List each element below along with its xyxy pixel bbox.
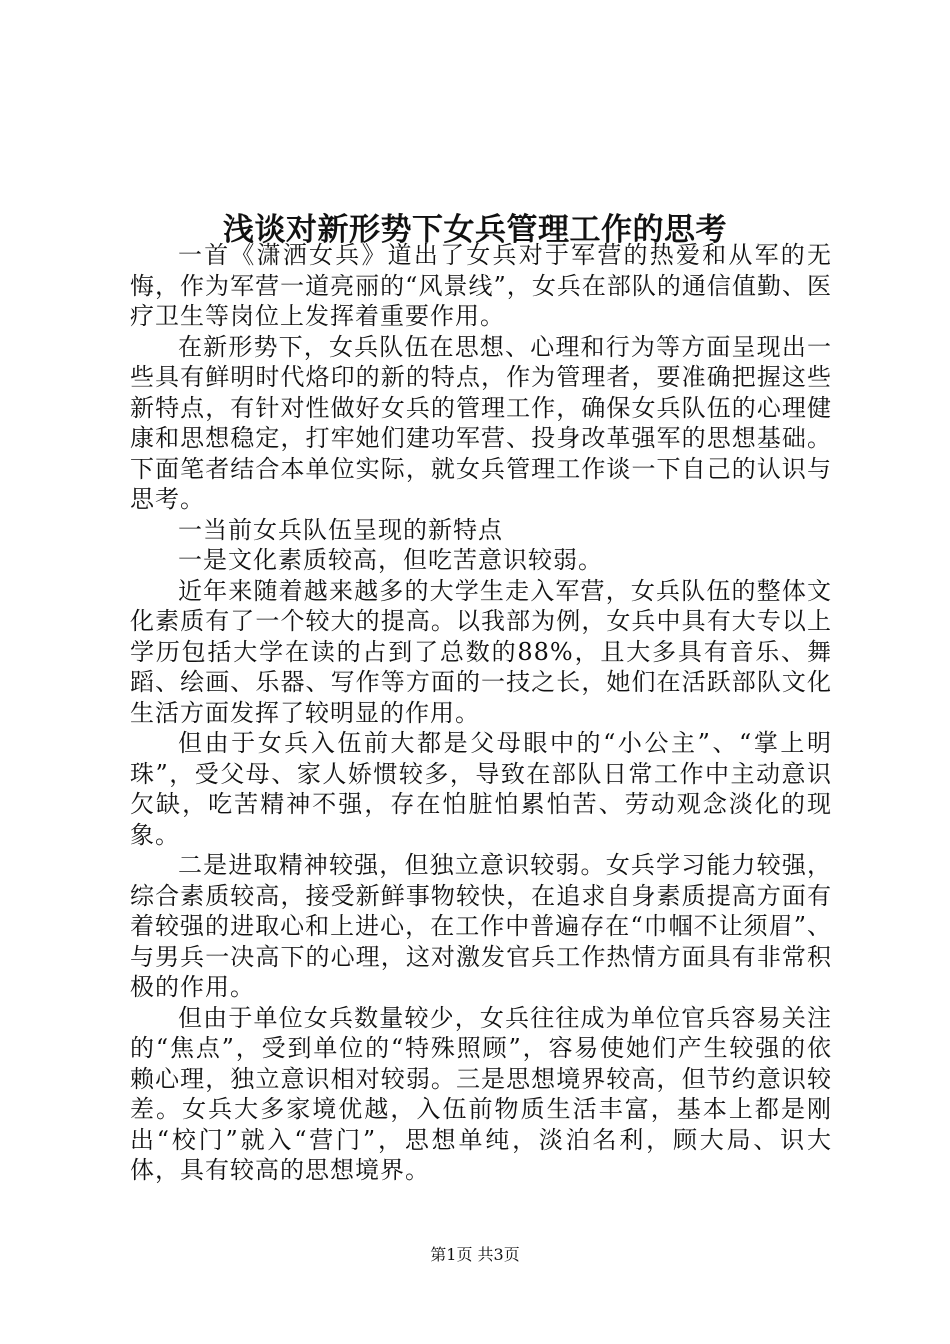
document-title: 浅谈对新形势下女兵管理工作的思考 [223, 211, 727, 248]
paragraph-enterprise: 二是进取精神较强，但独立意识较弱。女兵学习能力较强，综合素质较高，接受新鲜事物较快，在追求自身素质提高方面有着较强的进取心和上进心，在工作中普遍存在“巾帼不让须眉”、与男兵一决高下的心理，这对激发官兵工作热情方面具有非常积极的作用。 [130, 851, 832, 1001]
paragraph-intro: 一首《潇洒女兵》道出了女兵对于军营的热爱和从军的无悔，作为军营一道亮丽的“风景线”，女兵在部队的通信值勤、医疗卫生等岗位上发挥着重要作用。 [130, 241, 832, 330]
paragraph-context: 在新形势下，女兵队伍在思想、心理和行为等方面呈现出一些具有鲜明时代烙印的新的特点，作为管理者，要准确把握这些新特点，有针对性做好女兵的管理工作，确保女兵队伍的心理健康和思想稳定，打牢她们建功军营、投身改革强军的思想基础。下面笔者结合本单位实际，就女兵管理工作谈一下自己的认识与思考。 [130, 332, 832, 513]
paragraph-hardship: 但由于女兵入伍前大都是父母眼中的“小公主”、“掌上明珠”，受父母、家人娇惯较多，导致在部队日常工作中主动意识欠缺，吃苦精神不强，存在怕脏怕累怕苦、劳动观念淡化的现象。 [130, 729, 832, 849]
page-footer: 第1页 共3页 [430, 1245, 520, 1264]
paragraph-independence: 但由于单位女兵数量较少，女兵往往成为单位官兵容易关注的“焦点”，受到单位的“特殊照顾”，容易使她们产生较强的依赖心理，独立意识相对较弱。三是思想境界较高，但节约意识较差。女兵大多家境优越，入伍前物质生活丰富，基本上都是刚出“校门”就入“营门”，思想单纯，淡泊名利，顾大局、识大体，具有较高的思想境界。 [130, 1003, 832, 1184]
subheading-culture: 一是文化素质较高，但吃苦意识较弱。 [178, 546, 603, 574]
document-body [130, 240, 832, 1186]
paragraph-culture: 近年来随着越来越多的大学生走入军营，女兵队伍的整体文化素质有了一个较大的提高。以我部为例，女兵中具有大专以上学历包括大学在读的占到了总数的88%，且大多具有音乐、舞蹈、绘画、乐器、写作等方面的一技之长，她们在活跃部队文化生活方面发挥了较明显的作用。 [130, 576, 832, 727]
section-heading: 一当前女兵队伍呈现的新特点 [178, 515, 503, 544]
